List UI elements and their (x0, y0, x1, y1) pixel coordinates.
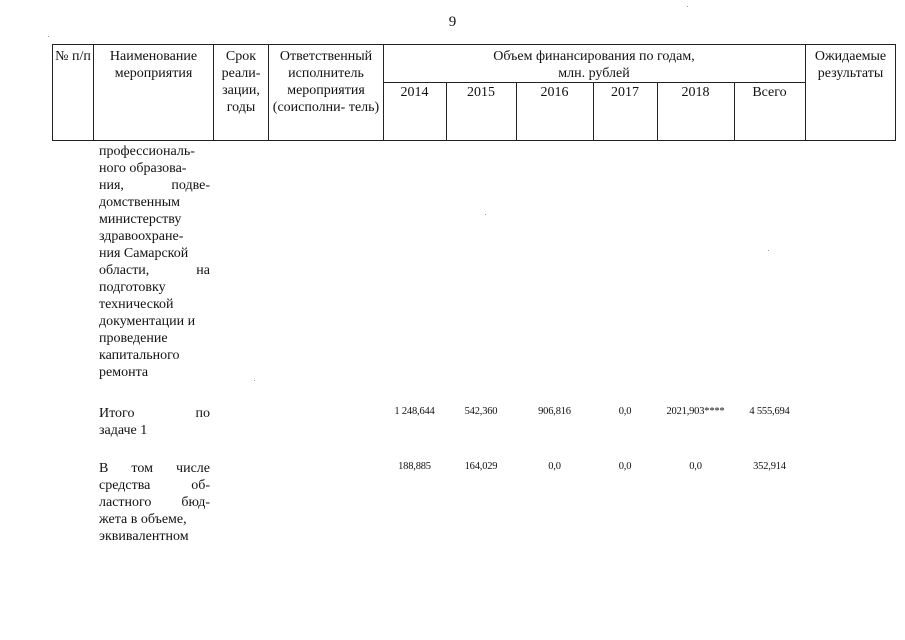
scan-speck (254, 380, 255, 381)
header-year-2018: 2018 (681, 85, 710, 100)
regional-2014: 188,885 (398, 461, 431, 472)
header-year-2015: 2015 (467, 85, 495, 100)
col-border (268, 44, 269, 141)
header-name: Наименование мероприятия (109, 49, 198, 81)
header-total: Всего (752, 85, 787, 100)
page-number: 9 (448, 14, 457, 30)
text-line: ния, подве- (99, 178, 210, 193)
total-2018: 2021,903**** (666, 406, 725, 417)
regional-row-label (99, 460, 210, 545)
total-2016: 906,816 (538, 406, 571, 417)
text-line: здравоохране- (99, 229, 184, 244)
header-funding-title: Объем финансирования по годам, (493, 49, 695, 64)
header-expected: Ожидаемые результаты (814, 49, 887, 81)
scan-speck (768, 250, 769, 251)
continuation-text (99, 143, 210, 381)
header-funding-units: млн. рублей (558, 66, 630, 81)
text-line: проведение (99, 331, 168, 346)
total-all-years: 4 555,694 (749, 406, 790, 417)
text-line: профессиональ- (99, 144, 195, 159)
scan-speck (48, 36, 49, 37)
text-line: области, на (99, 263, 210, 278)
header-top-border (52, 44, 896, 45)
text-line: жета в объеме, (99, 512, 187, 527)
regional-2015: 164,029 (464, 461, 498, 472)
text-line: В том числе (99, 461, 210, 476)
text-line: Итого по (99, 406, 210, 421)
text-line: министерству (99, 212, 182, 227)
header-responsible: Ответственный исполнитель мероприятия (соисполни- тель) (272, 49, 380, 115)
total-2015: 542,360 (464, 406, 498, 417)
col-border (895, 44, 896, 141)
scan-speck (485, 214, 486, 215)
scan-speck (687, 6, 688, 7)
text-line: документации и (99, 314, 196, 329)
header-year-2017: 2017 (611, 85, 639, 100)
total-2014: 1 248,644 (394, 406, 435, 417)
text-line: эквивалентном (99, 529, 189, 544)
text-line: подготовку (99, 280, 166, 295)
col-border (93, 44, 94, 141)
text-line: средства об- (99, 478, 210, 493)
regional-all-years: 352,914 (753, 461, 786, 472)
regional-2016: 0,0 (548, 461, 561, 472)
col-border (52, 44, 53, 141)
header-year-2014: 2014 (400, 85, 429, 100)
header-year-2016: 2016 (540, 85, 569, 100)
text-line: домственным (99, 195, 181, 210)
regional-2018: 0,0 (689, 461, 702, 472)
header-term: Срок реали- зации, годы (221, 49, 261, 115)
header-bottom-border (52, 140, 896, 141)
total-row-label (99, 405, 210, 439)
text-line: технической (99, 297, 174, 312)
text-line: капитального (99, 348, 180, 363)
text-line: ного образова- (99, 161, 187, 176)
regional-2017: 0,0 (618, 461, 632, 472)
total-2017: 0,0 (618, 406, 632, 417)
text-line: ния Самарской (99, 246, 189, 261)
text-line: ремонта (99, 365, 149, 380)
header-num: № п/п (55, 49, 91, 64)
text-line: задаче 1 (99, 423, 148, 438)
text-line: ластного бюд- (99, 495, 210, 510)
